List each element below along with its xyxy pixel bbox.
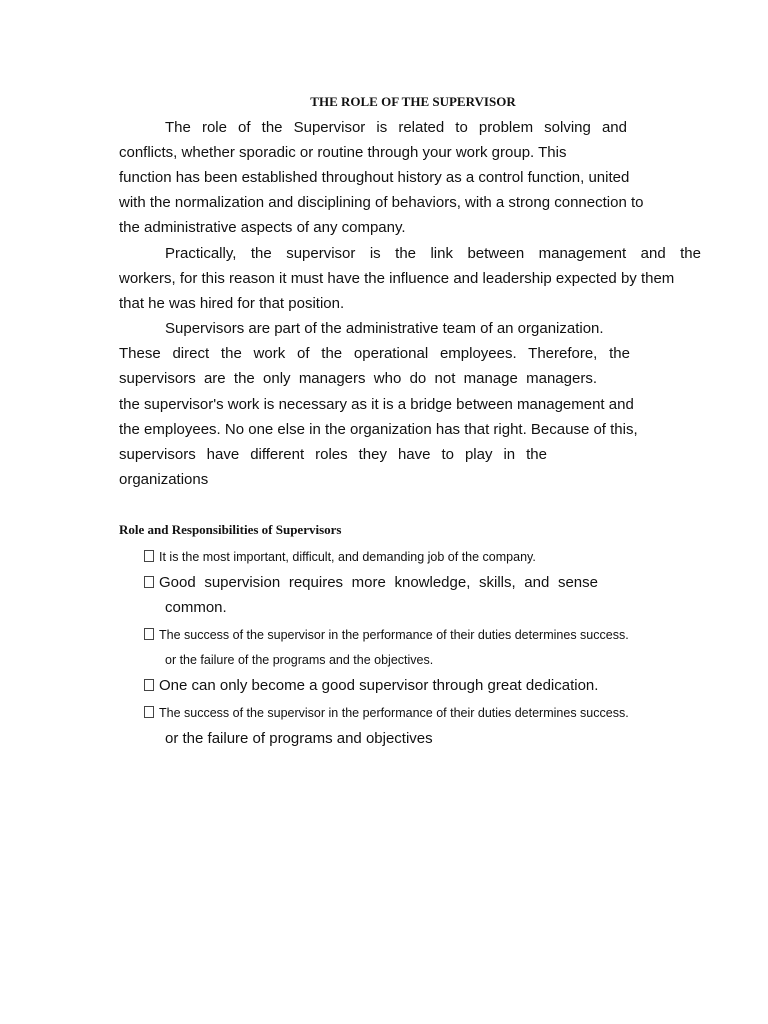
paragraph-1-line-1: The role of the Supervisor is related to problem solving and: [165, 119, 627, 136]
paragraph-1-line-3: function has been established throughout history as a control function, united: [119, 169, 630, 186]
paragraph-1-line-2: conflicts, whether sporadic or routine through your work group. This: [119, 144, 567, 161]
bullet-box-icon: [144, 628, 154, 640]
paragraph-3-line-4: the supervisor's work is necessary as it is a bridge between management and: [119, 396, 634, 413]
bullet-box-icon: [144, 576, 154, 588]
bullet-continuation: or the failure of the programs and the objectives.: [165, 653, 434, 667]
paragraph-3-line-3: supervisors are the only managers who do not manage managers.: [119, 370, 597, 387]
paragraph-3-line-7: organizations: [119, 471, 209, 488]
paragraph-2-line-1: Practically, the supervisor is the link between management and the: [165, 245, 701, 262]
bullet-item: [144, 677, 598, 695]
paragraph-1-line-4: with the normalization and disciplining of behaviors, with a strong connection to: [119, 194, 644, 211]
paragraph-1-line-5: the administrative aspects of any company.: [119, 219, 406, 236]
bullet-text: It is the most important, difficult, and demanding job of the company.: [159, 550, 536, 564]
document-title: THE ROLE OF THE SUPERVISOR: [310, 94, 516, 109]
bullet-text: The success of the supervisor in the performance of their duties determines success.: [159, 706, 629, 720]
bullet-box-icon: [144, 706, 154, 718]
bullet-box-icon: [144, 679, 154, 691]
bullet-text: The success of the supervisor in the performance of their duties determines success.: [159, 628, 629, 642]
bullet-item: [144, 549, 536, 565]
paragraph-2-line-2: workers, for this reason it must have the influence and leadership expected by them: [119, 270, 675, 287]
section-heading: Role and Responsibilities of Supervisors: [119, 522, 342, 537]
paragraph-3-line-2: These direct the work of the operational employees. Therefore, the: [119, 345, 630, 362]
bullet-item: [144, 574, 598, 592]
paragraph-3-line-5: the employees. No one else in the organization has that right. Because of this,: [119, 421, 638, 438]
bullet-continuation: or the failure of programs and objectives: [165, 730, 433, 747]
paragraph-3-line-1: Supervisors are part of the administrative team of an organization.: [165, 320, 604, 337]
paragraph-2-line-3: that he was hired for that position.: [119, 295, 345, 312]
bullet-box-icon: [144, 550, 154, 562]
bullet-continuation: common.: [165, 599, 227, 616]
bullet-text: One can only become a good supervisor through great dedication.: [159, 677, 599, 694]
paragraph-3-line-6: supervisors have different roles they have to play in the: [119, 446, 547, 463]
bullet-text: Good supervision requires more knowledge, skills, and sense: [159, 574, 598, 591]
bullet-item: [144, 627, 629, 643]
bullet-item: [144, 705, 629, 721]
